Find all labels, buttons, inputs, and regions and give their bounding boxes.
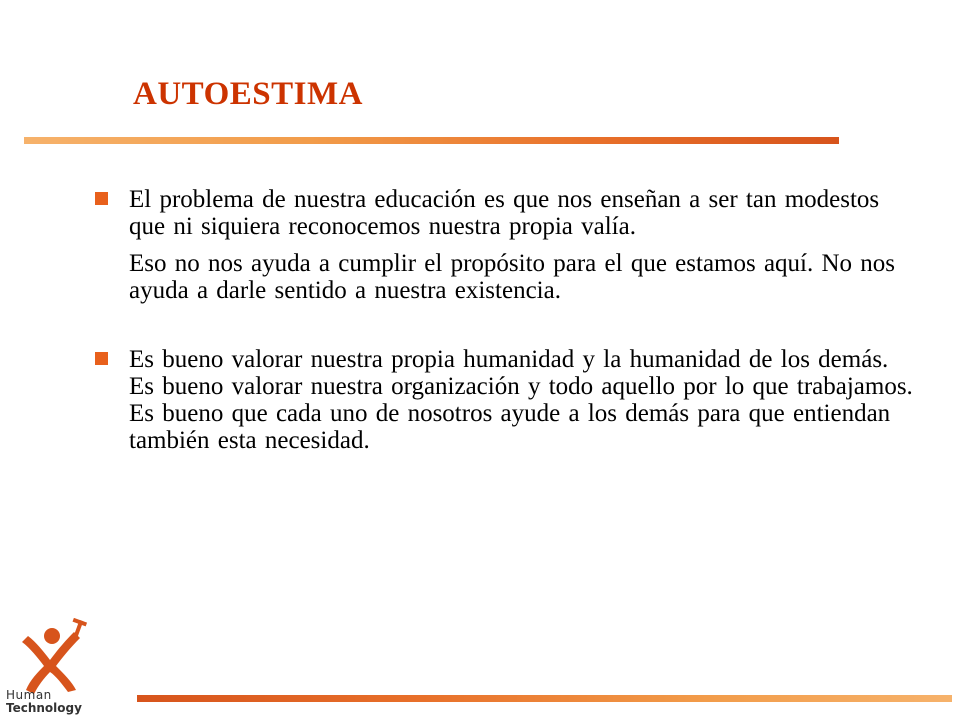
bullet-text: Es bueno valorar nuestra propia humanidad y la humanidad de los demás. Es bueno valorar nuestra organización y todo aquello por lo que trabajamos. Es bueno que cada uno de nosotros ayude a los demás para que entiendan también esta necesidad.: [129, 346, 913, 454]
square-bullet-icon: [95, 192, 108, 205]
bullet-item: [95, 346, 915, 454]
logo-line-human: Human: [6, 688, 52, 702]
slide-body: [95, 186, 915, 454]
logo-line-technology: Technology: [6, 701, 82, 715]
square-bullet-icon: [95, 352, 108, 365]
bullet-continuation: Eso no nos ayuda a cumplir el propósito para el que estamos aquí. No nos ayuda a darle sentido a nuestra existencia.: [129, 250, 896, 304]
bullet-text: El problema de nuestra educación es que nos enseñan a ser tan modestos que ni siquiera reconocemos nuestra propia valía.: [129, 186, 880, 240]
title-divider: [24, 137, 839, 144]
footer-divider: [137, 695, 952, 702]
bullet-item: [95, 186, 915, 304]
slide-title: AUTOESTIMA: [133, 76, 363, 112]
